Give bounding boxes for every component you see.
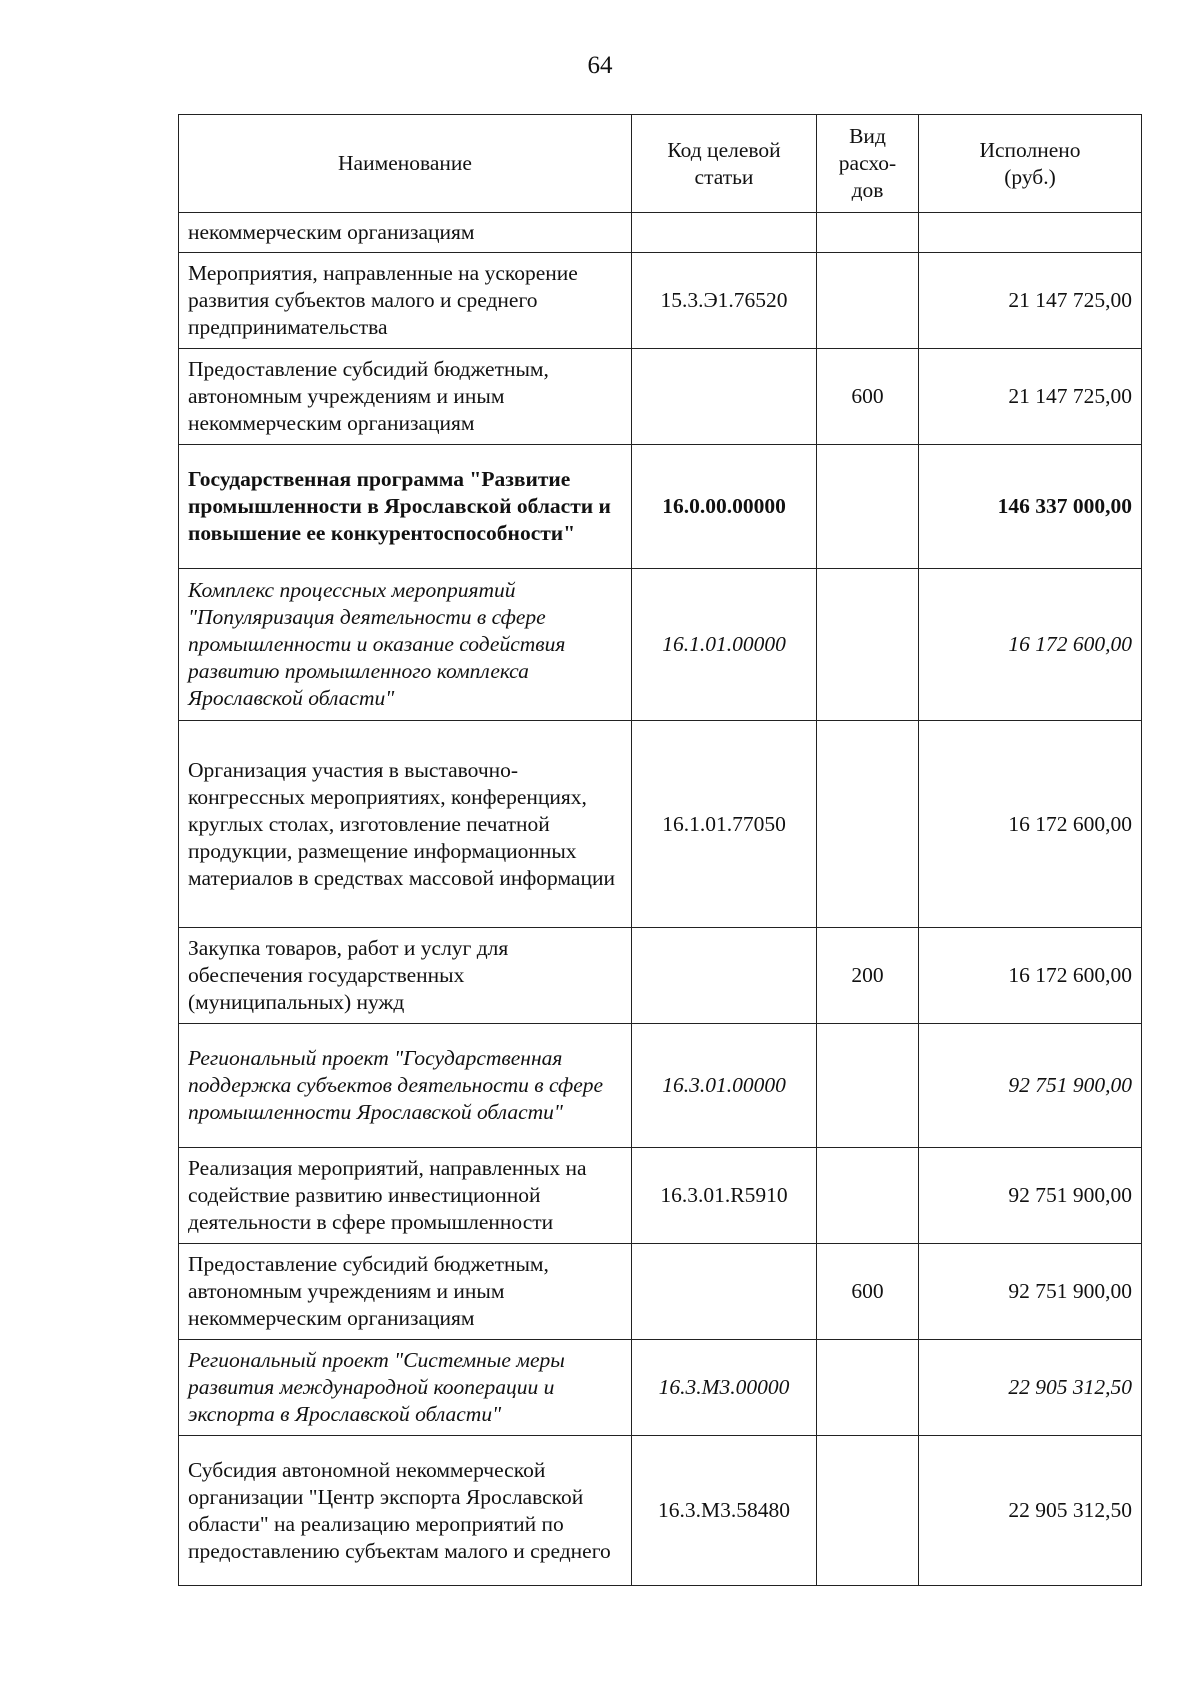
row-name: Мероприятия, направленные на ускорение развития субъектов малого и среднего предпринимательства [179,253,632,349]
row-amount: 21 147 725,00 [919,253,1142,349]
header-amount-line1: Исполнено [979,137,1081,162]
header-name [179,115,632,213]
row-code [632,349,817,445]
row-name: Государственная программа "Развитие промышленности в Ярославской области и повышение ее конкурентоспособности" [179,445,632,569]
row-type [817,253,919,349]
row-code: 16.0.00.00000 [632,445,817,569]
row-amount: 16 172 600,00 [919,928,1142,1024]
row-type [817,1340,919,1436]
row-amount: 92 751 900,00 [919,1148,1142,1244]
table-row [179,349,1142,445]
row-amount: 92 751 900,00 [919,1024,1142,1148]
page-number: 64 [587,52,613,79]
header-type-line2: расхо- [838,151,897,175]
header-type-line1: Вид [849,124,886,148]
row-amount: 16 172 600,00 [919,721,1142,928]
table-row [179,569,1142,721]
row-name: Региональный проект "Государственная поддержка субъектов деятельности в сфере промышленности Ярославской области" [179,1024,632,1148]
row-type [817,721,919,928]
table-row [179,1148,1142,1244]
row-type [817,445,919,569]
header-name-label: Наименование [338,151,472,175]
row-code: 16.3.01.00000 [632,1024,817,1148]
header-code [632,115,817,213]
row-type [817,1024,919,1148]
header-amount-line2: (руб.) [1004,164,1056,189]
row-name: Реализация мероприятий, направленных на содействие развитию инвестиционной деятельности в сфере промышленности [179,1148,632,1244]
row-name: Субсидия автономной некоммерческой организации "Центр экспорта Ярославской области" на реализацию мероприятий по предоставлению субъектам малого и среднего [179,1436,632,1586]
row-amount: 21 147 725,00 [919,349,1142,445]
row-name: Организация участия в выставочно-конгрессных мероприятиях, конференциях, круглых столах, изготовление печатной продукции, размещение информационных материалов в средствах массовой информации [179,721,632,928]
row-name: Комплекс процессных мероприятий "Популяризация деятельности в сфере промышленности и оказание содействия развитию промышленного комплекса Ярославской области" [179,569,632,721]
header-code-line1: Код целевой [667,137,781,162]
table-row [179,213,1142,253]
header-code-line2: статьи [694,164,754,189]
row-amount: 16 172 600,00 [919,569,1142,721]
row-type [817,1436,919,1586]
budget-table [178,114,1142,1586]
row-type: 600 [817,1244,919,1340]
row-amount [919,213,1142,253]
table-row [179,1340,1142,1436]
row-amount: 22 905 312,50 [919,1340,1142,1436]
table-row [179,445,1142,569]
table-row [179,253,1142,349]
row-code: 16.3.М3.00000 [632,1340,817,1436]
row-amount: 92 751 900,00 [919,1244,1142,1340]
row-name: Предоставление субсидий бюджетным, автономным учреждениям и иным некоммерческим организациям [179,349,632,445]
row-amount: 146 337 000,00 [919,445,1142,569]
row-type [817,569,919,721]
row-name: некоммерческим организациям [179,213,632,253]
row-code: 16.1.01.00000 [632,569,817,721]
row-type: 200 [817,928,919,1024]
row-type [817,1148,919,1244]
row-code: 16.1.01.77050 [632,721,817,928]
row-type: 600 [817,349,919,445]
row-code: 16.3.01.R5910 [632,1148,817,1244]
row-code: 16.3.М3.58480 [632,1436,817,1586]
row-code [632,928,817,1024]
row-code [632,1244,817,1340]
row-code: 15.3.Э1.76520 [632,253,817,349]
header-amount [919,115,1142,213]
table-row [179,1024,1142,1148]
row-amount: 22 905 312,50 [919,1436,1142,1586]
row-code [632,213,817,253]
table-row [179,1244,1142,1340]
row-name: Закупка товаров, работ и услуг для обеспечения государственных (муниципальных) нужд [179,928,632,1024]
table-row [179,928,1142,1024]
table-header-row [179,115,1142,213]
row-type [817,213,919,253]
table-row [179,1436,1142,1586]
row-name: Региональный проект "Системные меры развития международной кооперации и экспорта в Ярославской области" [179,1340,632,1436]
table-row [179,721,1142,928]
header-type-line3: дов [851,178,884,202]
header-type [817,115,919,213]
row-name: Предоставление субсидий бюджетным, автономным учреждениям и иным некоммерческим организациям [179,1244,632,1340]
